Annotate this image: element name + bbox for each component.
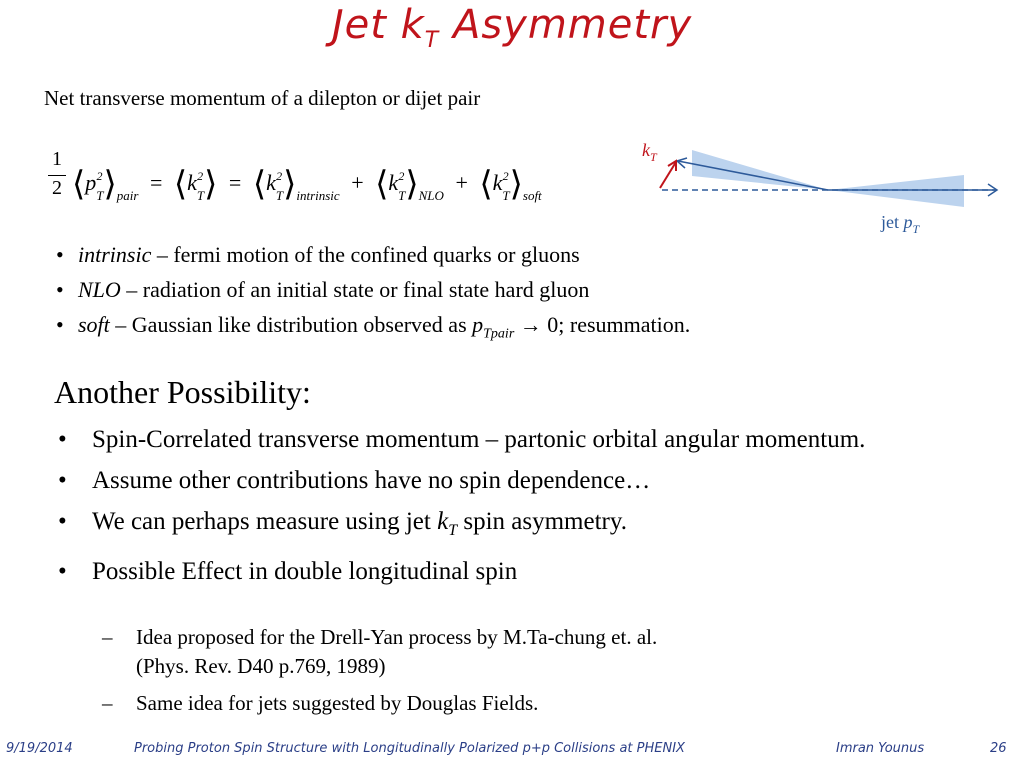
list-item: • intrinsic – fermi motion of the confined quarks or gluons	[56, 242, 580, 267]
sub-list	[102, 623, 962, 726]
list-item: • Possible Effect in double longitudinal spin	[58, 558, 518, 585]
list-item: • We can perhaps measure using jet $k_T$ spin asymmetry.	[58, 508, 627, 539]
jet-kt-diagram	[630, 128, 1020, 246]
jet-pt-label: jet $p_T$	[881, 212, 920, 236]
list-item: • soft – Gaussian like distribution observed as $p_{Tpair} \to 0$; resummation.	[56, 312, 691, 342]
footer-author: Imran Younus	[836, 741, 925, 756]
component-list	[56, 240, 690, 345]
intro-text: Net transverse momentum of a dilepton or dijet pair	[44, 86, 481, 110]
slide-title: Jet $k_T$ Asymmetry	[331, 2, 693, 53]
list-item: – Same idea for jets suggested by Douglas Fields.	[102, 691, 539, 715]
list-item: • Spin-Correlated transverse momentum – partonic orbital angular momentum.	[58, 426, 866, 453]
list-item: – Idea proposed for the Drell-Yan process by M.Ta-chung et. al. (Phys. Rev. D40 p.769, 1989)	[102, 625, 658, 678]
possibility-list	[54, 424, 954, 597]
footer-date: 9/19/2014	[6, 741, 73, 756]
footer-page-number: 26	[990, 741, 1007, 756]
footer-talk-title: Probing Proton Spin Structure with Longitudinally Polarized p+p Collisions at PHENIX	[134, 741, 685, 756]
formula-body: $⟨p_T^2⟩_{pair}$ = $⟨k_T^2⟩$ = $⟨k_T^2⟩_{intrinsic}$ + $⟨k_T^2⟩_{NLO}$ + $⟨k_T^2⟩_{soft}$	[72, 166, 542, 203]
jet-cone	[828, 175, 964, 207]
kt-label: $k_T$	[642, 140, 657, 164]
kt-cone	[692, 150, 828, 190]
section-heading: Another Possibility:	[54, 374, 311, 410]
list-item: • Assume other contributions have no spin dependence…	[58, 467, 651, 494]
footer	[0, 737, 1024, 761]
list-item: • NLO – radiation of an initial state or final state hard gluon	[56, 277, 590, 302]
